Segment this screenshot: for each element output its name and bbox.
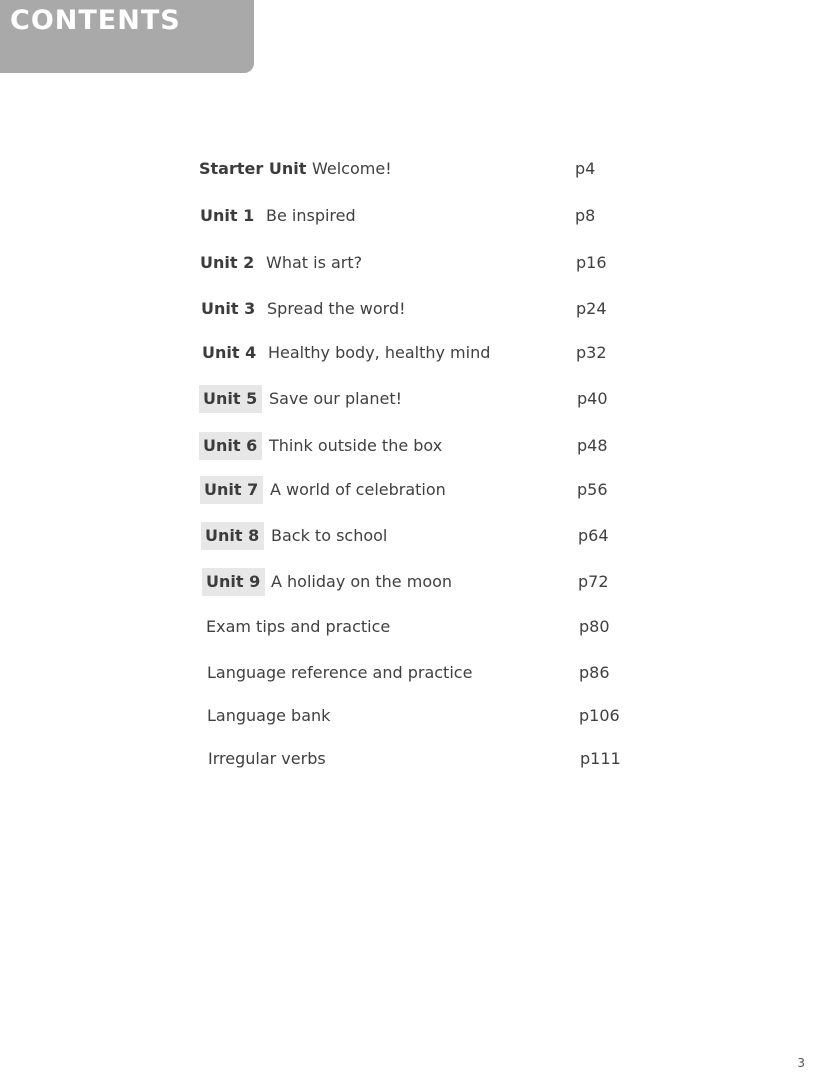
toc-entry-language-reference <box>207 659 647 687</box>
toc-page-number: p48 <box>577 436 608 455</box>
toc-unit-label: Unit 9 <box>202 568 265 596</box>
toc-entry-unit-7 <box>204 476 644 504</box>
toc-unit-title: Spread the word! <box>267 299 406 318</box>
toc-entry-exam-tips <box>206 613 646 641</box>
contents-header-tab <box>0 0 254 73</box>
toc-page-number: p16 <box>576 253 607 272</box>
toc-entry-unit-9 <box>206 568 646 596</box>
toc-unit-title: Welcome! <box>312 159 392 178</box>
toc-unit-label: Unit 8 <box>201 522 264 550</box>
toc-unit-title: What is art? <box>266 253 363 272</box>
toc-entry-irregular-verbs <box>208 745 648 773</box>
toc-unit-label: Unit 1 <box>200 206 255 225</box>
toc-unit-title: Healthy body, healthy mind <box>268 343 491 362</box>
toc-page-number: p86 <box>579 663 610 682</box>
toc-entry-unit-8 <box>205 522 645 550</box>
toc-page-number: p32 <box>576 343 607 362</box>
toc-section-title: Language bank <box>207 706 331 725</box>
toc-unit-label: Unit 3 <box>201 299 256 318</box>
toc-unit-title: Back to school <box>271 526 388 545</box>
toc-section-title: Exam tips and practice <box>206 617 391 636</box>
toc-unit-label: Unit 6 <box>199 432 262 460</box>
page-number: 3 <box>797 1056 805 1070</box>
toc-page-number: p72 <box>578 572 609 591</box>
toc-entry-unit-4 <box>202 339 642 367</box>
toc-unit-label: Unit 2 <box>200 253 255 272</box>
toc-page-number: p40 <box>577 389 608 408</box>
toc-entry-language-bank <box>207 702 647 730</box>
toc-unit-label: Unit 7 <box>200 476 263 504</box>
toc-page-number: p8 <box>575 206 596 225</box>
page-title: CONTENTS <box>10 5 181 36</box>
toc-unit-title: A holiday on the moon <box>271 572 453 591</box>
toc-unit-title: Be inspired <box>266 206 356 225</box>
toc-page-number: p4 <box>575 159 596 178</box>
toc-unit-title: Think outside the box <box>269 436 443 455</box>
toc-entry-unit-3 <box>201 295 641 323</box>
toc-page-number: p111 <box>580 749 621 768</box>
toc-page-number: p56 <box>577 480 608 499</box>
toc-page-number: p64 <box>578 526 609 545</box>
toc-unit-title: A world of celebration <box>270 480 446 499</box>
toc-unit-label: Unit 4 <box>202 343 257 362</box>
toc-unit-label: Starter Unit <box>199 159 307 178</box>
toc-entry-unit-2 <box>200 249 640 277</box>
toc-entry-starter <box>199 155 639 183</box>
toc-page-number: p24 <box>576 299 607 318</box>
toc-section-title: Language reference and practice <box>207 663 473 682</box>
toc-entry-unit-6 <box>203 432 643 460</box>
toc-page-number: p106 <box>579 706 620 725</box>
toc-unit-label: Unit 5 <box>199 385 262 413</box>
toc-section-title: Irregular verbs <box>208 749 326 768</box>
toc-unit-title: Save our planet! <box>269 389 403 408</box>
toc-entry-unit-5 <box>203 385 643 413</box>
toc-page-number: p80 <box>579 617 610 636</box>
toc-entry-unit-1 <box>200 202 640 230</box>
